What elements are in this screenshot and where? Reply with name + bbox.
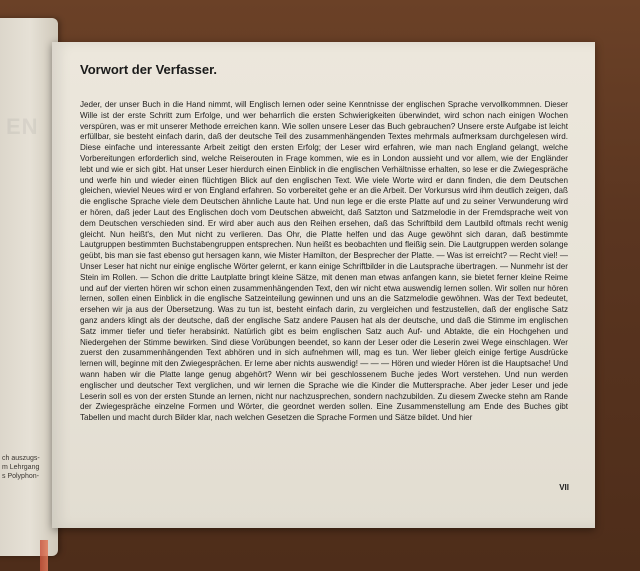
preface-body-text: Jeder, der unser Buch in die Hand nimmt, will Englisch lernen oder seine Kenntnisse der englischen Sprache vervollkommnen. Dieser Wille ist der erste Schritt zum Erfolge, und wer beharrlich die ersten Schwierigkeiten überwindet, wird schon nach einigen Wochen verspüren, was er mit unserer Methode erreichen kann. Wie sollen unsere Leser das Buch gebrauchen? Unsere erste Aufgabe ist leicht erfüllbar, sie besteht einfach darin, daß der deutsche Teil des zusammenhängenden Textes mehrmals aufmerksam durchgelesen wird. Diese einfache und interessante Arbeit zeitigt den ersten Erfolg; der Leser wird erfahren, wie man nach England gelangt, welche Vorbereitungen erforderlich sind, welche Reiserouten in Frage kommen, wie es in London aussieht und vor allem, wie der Engländer lebt und wie er sich gibt. Hat unser Leser hierdurch einen Einblick in die englischen Verhältnisse erhalten, so lese er die Zwiegespräche und werfe hin und wieder einen flüchtigen Blick auf den englischen Text. Wie viele Worte wird er dann finden, die dem Deutschen gleichen, wieviel Neues wird er von England erfahren. So vorbereitet gehe er an die Arbeit. Der Vorkursus wird ihm deutlich zeigen, daß die englische Sprache viele dem Deutschen ähnliche Laute hat. Und nun lege er die erste Platte auf und zu seiner Verwunderung wird er hören, daß jeder Laut des Englischen doch vom Deutschen abweicht, daß Satzton und Satzmelodie in der Fremdsprache weit von dem Deutschen verschieden sind. Er wird aber auch aus den Reihen ersehen, daß das Schriftbild dem Lautbild oftmals recht wenig gleicht. Nun heißt's, den Mut nicht zu verlieren. Das Ohr, die Platte helfen und das Auge gewöhnt sich daran, daß bestimmte Lautgruppen bestimmten Buchstabengruppen entsprechen. Nun heißt es beobachten und fleißig sein. Die Lautgruppen werden solange geübt, bis man sie fast ebenso gut hersagen kann, wie Mister Hamilton, der Besprecher der Platte. — Was ist erreicht? — Recht viel! — Unser Leser hat nicht nur einige englische Wörter gelernt, er kann einige Schriftbilder in die Lautsprache übertragen. — Nunmehr ist der Stein im Rollen. — Schon die dritte Lautplatte bringt kleine Sätze, mit denen man etwas anfangen kann, sie bietet ferner kleine Reime und auf der vierten hören wir schon einen zusammenhängenden Text, den wir nicht etwa auswendig lernen sollen. Wir sollen nur hören lernen, sollen einen Einblick in die englische Satzeinteilung gewinnen und uns an die Satzmelodie gewöhnen. Was der Text bedeutet, ersehen wir ja aus der Übersetzung. Was zu tun ist, besteht einfach darin, zu vergleichen und festzustellen, daß der englische Satz ganz anders klingt als der deutsche, daß der englische Satz andere Pausen hat als der deutsche, und daß die Stimme im englischen Satz immer tiefer und tiefer herabsinkt. Natürlich gibt es beim englischen Satz auch Auf- und Abtakte, die ein Hochgehen und Niedergehen der Stimme bewirken. Sind diese Vorübungen beendet, so kann der Leser oder die Leserin zwei Wege einschlagen. Wer zuerst den zusammenhängenden Text abhören und in sich aufnehmen will, mag es tun. Wer lieber gleich einige fertige Ausdrücke lernen will, beginne mit den Zwiegesprächen. Er lerne aber nichts auswendig! — — — Hören und wieder Hören ist die Hauptsache! Und wann haben wir die Platte lange genug abgehört? Wenn wir bei geschlossenem Buche jedes Wort verstehen. Und nun werden englischer und deutscher Text verglichen, und wir lernen die Sprache wie die Kinder die Muttersprache. Aber jeder Leser und jede Leserin soll es von der ersten Stunde an lernen, nicht nur nachzusprechen, sondern nachzubilden. Zu diesem Zwecke stehn am Rande der Zwiegespräche einzelne Formen und Wörter, die geordnet werden sollen. Eine Zusammenstellung am Ende des Buches gibt Tabellen und macht durch Bilder klar, nach welchen Gesetzen die Sprache Formen und Sätze bildet. Und hier (80, 100, 568, 423)
page-title: Vorwort der Verfasser. (80, 62, 218, 77)
left-page-ghost-text: EN (6, 114, 39, 139)
left-page-snippet: s Polyphon- (2, 473, 39, 480)
left-page (0, 18, 58, 556)
left-page-snippet: ch auszugs- (2, 455, 40, 462)
bookmark-ribbon (40, 540, 48, 571)
page-number: VII (559, 483, 569, 492)
left-page-snippet: m Lehrgang (2, 464, 40, 471)
right-page (52, 42, 595, 528)
